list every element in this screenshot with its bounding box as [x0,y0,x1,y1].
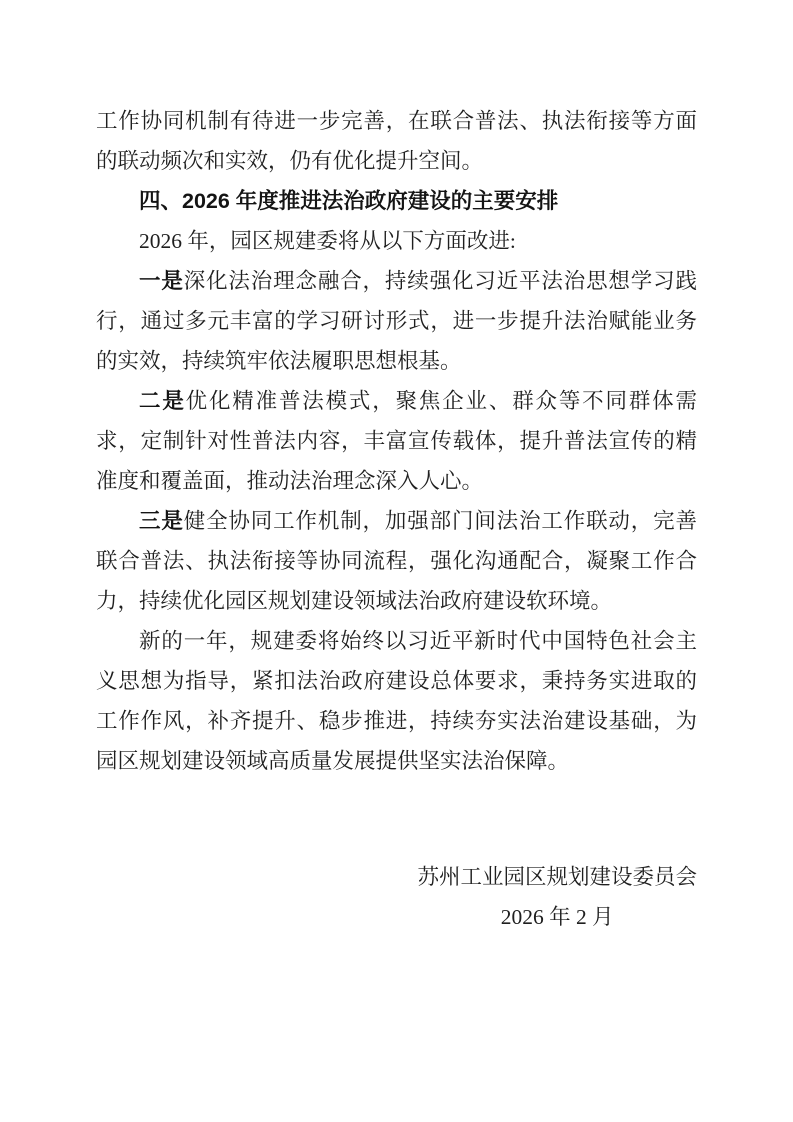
section-heading: 四、2026 年度推进法治政府建设的主要安排 [139,189,559,213]
point-text-1: 深化法治理念融合，持续强化习近平法治思想学习践行，通过多元丰富的学习研讨形式，进一步提升法治赋能业务的实效，持续筑牢依法履职思想根基。 [96,269,697,373]
point-text-2: 优化精准普法模式，聚焦企业、群众等不同群体需求，定制针对性普法内容，丰富宣传载体，提升普法宣传的精准度和覆盖面，推动法治理念深入人心。 [96,389,697,493]
signature-date: 2026 年 2 月 [500,905,614,929]
point-lead-1: 一是 [139,269,184,293]
point-paragraph-3 [96,501,697,621]
closing-paragraph: 新的一年，规建委将始终以习近平新时代中国特色社会主义思想为指导，紧扣法治政府建设总体要求，秉持务实进取的工作作风，补齐提升、稳步推进，持续夯实法治建设基础，为园区规划建设领域高质量发展提供坚实法治保障。 [96,629,697,773]
continuation-paragraph: 工作协同机制有待进一步完善，在联合普法、执法衔接等方面的联动频次和实效，仍有优化提升空间。 [96,109,697,173]
signature-inner [417,857,697,937]
document-body [96,101,697,937]
point-paragraph-2 [96,381,697,501]
point-text-3: 健全协同工作机制，加强部门间法治工作联动，完善联合普法、执法衔接等协同流程，强化沟通配合，凝聚工作合力，持续优化园区规划建设领域法治政府建设软环境。 [96,509,697,613]
point-lead-3: 三是 [139,509,184,533]
signature-org: 苏州工业园区规划建设委员会 [417,865,697,889]
signature-block [96,857,697,937]
point-paragraph-1 [96,261,697,381]
intro-paragraph: 2026 年，园区规建委将从以下方面改进: [139,229,516,253]
point-lead-2: 二是 [139,389,186,413]
